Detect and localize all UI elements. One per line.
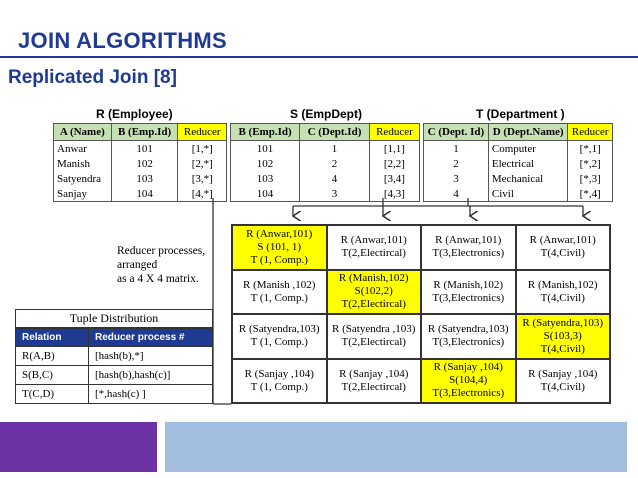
t-cell: 1: [424, 141, 489, 157]
reducer-cell-line: R (Manish ,102): [243, 278, 316, 291]
table-row: [16, 347, 213, 366]
reducer-cell-2-4: [516, 270, 611, 315]
r-table-caption: R (Employee): [96, 107, 173, 121]
s-cell: 102: [231, 156, 300, 171]
reducer-cell-line: R (Satyendra,103): [427, 323, 509, 336]
reducer-cell-2-2: [327, 270, 422, 315]
reducer-cell-line: T(2,Electircal): [341, 336, 406, 349]
reducer-cell-1-1: [232, 225, 327, 270]
reducer-cell-line: R (Satyendra ,103): [332, 323, 416, 336]
r-cell: Satyendra: [54, 171, 112, 186]
s-header-reducer: Reducer: [369, 124, 419, 141]
r-cell: 101: [111, 141, 178, 157]
s-cell: 4: [300, 171, 370, 186]
s-cell: [3,4]: [369, 171, 419, 186]
tuple-distribution: [15, 309, 213, 404]
reducer-cell-line: T(4,Civil): [540, 291, 585, 304]
reducer-cell-line: T(3,Electronics): [432, 387, 505, 400]
reducer-cell-line: T(4,Civil): [540, 380, 585, 393]
reducer-cell-line: T(3,Electronics): [432, 247, 505, 260]
s-header-empid: B (Emp.Id): [231, 124, 300, 141]
reducer-cell-2-1: [232, 270, 327, 315]
note-line: arranged: [117, 259, 158, 271]
reducer-cell-line: T(3,Electronics): [432, 291, 505, 304]
note-line: as a 4 X 4 matrix.: [117, 273, 199, 285]
s-cell: 3: [300, 186, 370, 202]
reducer-cell-line: S(104,4): [449, 374, 488, 387]
t-cell: 2: [424, 156, 489, 171]
td-header-relation: Relation: [16, 329, 89, 347]
t-cell: [*,1]: [568, 141, 613, 157]
reducer-cell-line: T(2,Electircal): [341, 298, 406, 311]
tuple-distribution-table: [15, 328, 213, 404]
t-header-deptname: D (Dept.Name): [488, 124, 568, 141]
reducer-cell-line: R (Anwar,101): [529, 234, 596, 247]
reducer-cell-line: S(103,3): [543, 329, 582, 342]
r-cell: Anwar: [54, 141, 112, 157]
t-table-caption: T (Department ): [476, 107, 565, 121]
reducer-cell-4-1: [232, 359, 327, 404]
t-cell: [*,4]: [568, 186, 613, 202]
reducer-cell-3-3: [421, 314, 516, 359]
reducer-cell-2-3: [421, 270, 516, 315]
t-cell: Mechanical: [488, 171, 568, 186]
table-row: [16, 385, 213, 404]
reducer-cell-3-1: [232, 314, 327, 359]
reducer-cell-line: T(4,Civil): [540, 247, 585, 260]
reducer-cell-line: T(2,Electircal): [341, 380, 406, 393]
t-cell: Civil: [488, 186, 568, 202]
reducer-cell-line: R (Anwar,101): [246, 227, 313, 240]
footer-band-purple: [0, 422, 157, 472]
reducer-cell-1-4: [516, 225, 611, 270]
footer-band-blue: [165, 422, 627, 472]
s-cell: 104: [231, 186, 300, 202]
s-cell: 1: [300, 141, 370, 157]
r-cell: [4,*]: [178, 186, 227, 202]
reducer-cell-line: R (Manish,102): [527, 278, 598, 291]
table-row: [16, 366, 213, 385]
tuple-distribution-title: Tuple Distribution: [15, 309, 213, 328]
reducer-cell-line: R (Satyendra,103): [522, 316, 604, 329]
reducer-cell-3-2: [327, 314, 422, 359]
reducer-note: [117, 244, 205, 286]
td-cell: R(A,B): [16, 347, 89, 366]
s-header-deptid: C (Dept.Id): [300, 124, 370, 141]
t-cell: Electrical: [488, 156, 568, 171]
slide-title: JOIN ALGORITHMS: [18, 28, 228, 53]
reducer-cell-4-4: [516, 359, 611, 404]
reducer-cell-line: S(102,2): [354, 285, 393, 298]
reducer-cell-line: T(2,Electircal): [341, 247, 406, 260]
reducer-cell-line: R (Manish,102): [433, 278, 504, 291]
reducer-cell-4-2: [327, 359, 422, 404]
s-cell: 103: [231, 171, 300, 186]
t-cell: 3: [424, 171, 489, 186]
reducer-cell-line: R (Anwar,101): [340, 234, 407, 247]
td-cell: [hash(b),hash(c)]: [89, 366, 213, 385]
t-header-deptid: C (Dept. Id): [424, 124, 489, 141]
r-header-name: A (Name): [54, 124, 112, 141]
reducer-cell-3-4: [516, 314, 611, 359]
reducer-cell-line: R (Sanjay ,104): [528, 367, 598, 380]
s-cell: 101: [231, 141, 300, 157]
reducer-cell-line: R (Manish,102): [338, 272, 409, 285]
s-cell: 2: [300, 156, 370, 171]
reducer-cell-line: T(3,Electronics): [432, 336, 505, 349]
r-header-reducer: Reducer: [178, 124, 227, 141]
slide-subtitle: Replicated Join [8]: [8, 67, 177, 88]
reducer-cell-line: T (1, Comp.): [250, 336, 308, 349]
note-line: Reducer processes,: [117, 245, 206, 257]
r-header-empid: B (Emp.Id): [111, 124, 178, 141]
reducer-matrix: [231, 224, 611, 404]
s-cell: [2,2]: [369, 156, 419, 171]
r-cell: [1,*]: [178, 141, 227, 157]
t-cell: [*,2]: [568, 156, 613, 171]
t-cell: Computer: [488, 141, 568, 157]
td-cell: [*,hash(c) ]: [89, 385, 213, 404]
r-cell: 104: [111, 186, 178, 202]
t-header-reducer: Reducer: [568, 124, 613, 141]
reducer-cell-line: T (1, Comp.): [250, 291, 308, 304]
reducer-cell-line: T (1, Comp.): [250, 380, 308, 393]
reducer-cell-line: R (Anwar,101): [435, 234, 502, 247]
s-cell: [4,3]: [369, 186, 419, 202]
td-cell: [hash(b),*]: [89, 347, 213, 366]
reducer-cell-1-3: [421, 225, 516, 270]
reducer-cell-line: R (Satyendra,103): [238, 323, 320, 336]
t-cell: [*,3]: [568, 171, 613, 186]
td-cell: S(B,C): [16, 366, 89, 385]
reducer-cell-line: R (Sanjay ,104): [339, 367, 409, 380]
reducer-cell-line: R (Sanjay ,104): [433, 361, 503, 374]
r-cell: 103: [111, 171, 178, 186]
reducer-cell-line: S (101, 1): [257, 240, 302, 253]
s-cell: [1,1]: [369, 141, 419, 157]
reducer-cell-4-3: [421, 359, 516, 404]
td-header-reducer: Reducer process #: [89, 329, 213, 347]
td-cell: T(C,D): [16, 385, 89, 404]
t-cell: 4: [424, 186, 489, 202]
r-cell: Sanjay: [54, 186, 112, 202]
s-table-caption: S (EmpDept): [290, 107, 362, 121]
r-cell: [3,*]: [178, 171, 227, 186]
reducer-cell-line: T (1, Comp.): [250, 253, 308, 266]
r-cell: Manish: [54, 156, 112, 171]
r-cell: 102: [111, 156, 178, 171]
reducer-cell-1-2: [327, 225, 422, 270]
r-cell: [2,*]: [178, 156, 227, 171]
reducer-cell-line: T(4,Civil): [540, 342, 585, 355]
reducer-cell-line: R (Sanjay ,104): [244, 367, 314, 380]
